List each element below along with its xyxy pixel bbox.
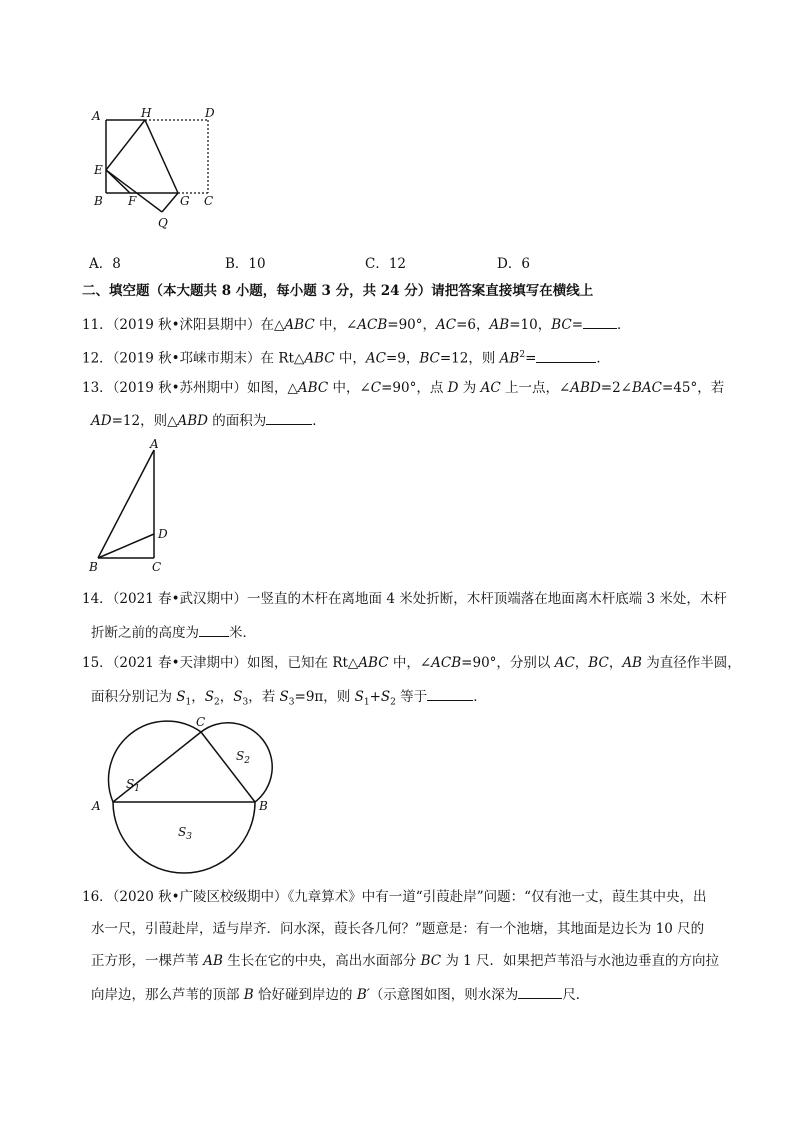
q16-line4d: 尺． bbox=[562, 987, 590, 1003]
q13-m4: 上一点，∠ bbox=[500, 380, 571, 396]
q16-t4: B′ bbox=[356, 987, 370, 1003]
q16-t3: B bbox=[243, 987, 254, 1003]
q15-s2: S bbox=[204, 689, 215, 705]
answer-blank-15[interactable] bbox=[427, 686, 473, 701]
q11-t5: BC bbox=[551, 317, 572, 333]
label-e: E bbox=[94, 163, 103, 177]
q11-t1: ABC bbox=[284, 317, 315, 333]
label-d: D bbox=[158, 527, 168, 541]
q13-t5: ABD bbox=[570, 380, 601, 396]
q15-s3b: S bbox=[279, 689, 289, 705]
q13-line1: 13．（2019 秋•苏州期中）如图，△ bbox=[82, 380, 298, 396]
section-heading: 二、填空题（本大题共 8 小题，每小题 3 分，共 24 分）请把答案直接填写在横线上 bbox=[82, 283, 594, 299]
q13-m1: 中，∠ bbox=[328, 380, 371, 396]
question-14-line1: 14．（2021 春•武汉期中）一竖直的木杆在离地面 4 米处折断，木杆顶端落在地面离木杆底端 3 米处，木杆 bbox=[82, 591, 727, 607]
q15-s3n: 3 bbox=[242, 697, 249, 708]
label-s1-sub: 1 bbox=[134, 784, 140, 794]
figure-right-triangle bbox=[86, 436, 176, 576]
seg-qg bbox=[162, 193, 178, 212]
question-16-line3 bbox=[91, 952, 719, 970]
figure-square-fold bbox=[88, 104, 228, 234]
label-b: B bbox=[94, 194, 103, 208]
q12-t1: ABC bbox=[304, 350, 335, 367]
q15-t5: AB bbox=[622, 655, 642, 671]
q11-end: ． bbox=[617, 317, 631, 333]
q13-t4: AC bbox=[480, 380, 501, 396]
label-c: C bbox=[152, 560, 162, 574]
q11-m3: =6， bbox=[456, 317, 490, 333]
answer-blank-13[interactable] bbox=[266, 410, 312, 425]
q15-s2b: S bbox=[380, 689, 391, 705]
answer-blank-11[interactable] bbox=[583, 314, 617, 329]
q12-m4: = bbox=[525, 350, 537, 367]
q15-line2a: 面积分别记为 bbox=[91, 689, 177, 705]
q15-t3: AC bbox=[554, 655, 575, 671]
q16-line3a: 正方形，一棵芦苇 bbox=[91, 953, 204, 969]
q15-s1bn: 1 bbox=[363, 697, 370, 708]
question-15-line1 bbox=[82, 654, 741, 672]
question-16-line1: 16．（2020 秋•广陵区校级期中）《九章算术》中有一道“引葭赴岸”问题：“仅有池一丈，葭生其中央，出 bbox=[82, 889, 707, 905]
question-14-line2 bbox=[91, 622, 256, 642]
label-d: D bbox=[205, 106, 215, 120]
q15-t1: ABC bbox=[358, 655, 389, 671]
question-11 bbox=[82, 314, 631, 334]
q13-m3: 为 bbox=[458, 380, 481, 396]
q13-t1: ABC bbox=[297, 380, 329, 396]
q11-m2: =90°， bbox=[387, 317, 437, 333]
q11-m4: =10， bbox=[509, 317, 552, 333]
q15-s3bn: 3 bbox=[288, 697, 295, 708]
q13-m7: =12，则△ bbox=[111, 413, 178, 429]
q16-line3c: 为 1 尺．如果把芦苇沿与水池边垂直的方向拉 bbox=[441, 953, 720, 969]
q15-s1n: 1 bbox=[185, 697, 192, 708]
label-h: H bbox=[141, 106, 152, 120]
q15-c2: ， bbox=[608, 655, 623, 671]
label-a: A bbox=[92, 799, 101, 813]
q12-end: ． bbox=[596, 350, 610, 367]
q11-t4: AB bbox=[489, 317, 510, 333]
label-q: Q bbox=[158, 216, 168, 230]
q13-t3: D bbox=[447, 380, 459, 396]
label-b: B bbox=[259, 799, 268, 813]
q13-m5: =2∠ bbox=[600, 380, 632, 396]
q13-m8: 的面积为 bbox=[207, 413, 267, 429]
q11-m5: = bbox=[571, 317, 584, 333]
answer-blank-14[interactable] bbox=[199, 622, 229, 637]
q16-line4a: 向岸边，那么芦苇的顶部 bbox=[91, 987, 244, 1003]
q14-line2b: 米． bbox=[229, 625, 256, 641]
q12-m1: 中， bbox=[334, 350, 366, 367]
q12-m3: =12，则 bbox=[439, 350, 500, 367]
q12-t4: AB bbox=[499, 350, 520, 367]
question-13-line2 bbox=[91, 410, 326, 430]
side-ac bbox=[113, 732, 201, 802]
q13-m6: =45°，若 bbox=[662, 380, 725, 396]
q12-t3: BC bbox=[419, 350, 440, 367]
question-12 bbox=[82, 346, 610, 368]
seg-hg bbox=[145, 120, 178, 193]
label-s3-sub: 3 bbox=[186, 832, 192, 842]
q15-t4: BC bbox=[588, 655, 609, 671]
q13-t2: C bbox=[370, 380, 382, 396]
q15-c1: ， bbox=[574, 655, 589, 671]
q15-c6: =9π，则 bbox=[294, 689, 355, 705]
label-s1 bbox=[126, 777, 140, 794]
semicircle-s1 bbox=[109, 721, 201, 802]
q13-m2: =90°，点 bbox=[381, 380, 448, 396]
q11-m1: 中，∠ bbox=[314, 317, 358, 333]
q16-line3b: 生长在它的中央，高出水面部分 bbox=[222, 953, 421, 969]
figure-semicircles bbox=[86, 706, 286, 896]
q12-t2: AC bbox=[365, 350, 386, 367]
q11-t3: AC bbox=[436, 317, 457, 333]
q15-s1: S bbox=[176, 689, 186, 705]
side-bc bbox=[201, 732, 255, 802]
q15-line1c: 为直径作半圆， bbox=[641, 655, 741, 671]
q15-m1: 中，∠ bbox=[388, 655, 432, 671]
q16-line4b: 恰好碰到岸边的 bbox=[253, 987, 357, 1003]
question-16-line4 bbox=[91, 984, 589, 1004]
question-13-line1 bbox=[82, 379, 724, 397]
label-c: C bbox=[204, 194, 214, 208]
answer-blank-16[interactable] bbox=[518, 984, 562, 999]
q15-line1a: 15．（2021 春•天津期中）如图，已知在 Rt△ bbox=[82, 655, 359, 671]
label-b: B bbox=[89, 560, 98, 574]
label-a: A bbox=[150, 437, 159, 451]
q12-sup: 2 bbox=[519, 350, 526, 360]
q15-s2n: 2 bbox=[214, 697, 220, 708]
q15-s2bn: 2 bbox=[390, 697, 396, 708]
q15-s3: S bbox=[233, 689, 243, 705]
q15-c4: ， bbox=[219, 689, 234, 705]
q15-end: ． bbox=[473, 689, 487, 705]
label-a: A bbox=[92, 109, 101, 123]
label-s3 bbox=[178, 825, 192, 842]
choice-d[interactable]: D．6 bbox=[497, 256, 530, 272]
answer-blank-12[interactable] bbox=[536, 348, 596, 363]
q12-prefix: 12．（2019 秋•邛崃市期末）在 Rt△ bbox=[82, 350, 305, 367]
q15-c7: + bbox=[369, 689, 381, 705]
choice-a[interactable]: A．8 bbox=[89, 256, 121, 272]
q15-line1b: =90°，分别以 bbox=[461, 655, 555, 671]
label-f: F bbox=[128, 194, 137, 208]
label-c: C bbox=[196, 715, 206, 729]
q11-prefix: 11．（2019 秋•沭阳县期中）在△ bbox=[82, 317, 285, 333]
q15-c8: 等于 bbox=[395, 689, 428, 705]
label-s3-letter: S bbox=[178, 825, 187, 839]
q16-t1: AB bbox=[203, 953, 223, 969]
q15-s1b: S bbox=[354, 689, 364, 705]
seg-eh bbox=[106, 120, 145, 170]
q13-end: ． bbox=[312, 413, 326, 429]
q15-c5: ，若 bbox=[248, 689, 280, 705]
seg-bd bbox=[98, 534, 154, 558]
label-g: G bbox=[180, 194, 190, 208]
label-s2 bbox=[236, 749, 250, 766]
q13-t7: AD bbox=[91, 413, 112, 429]
q14-line2a: 折断之前的高度为 bbox=[91, 625, 199, 641]
side-ab bbox=[98, 450, 154, 558]
label-s2-letter: S bbox=[236, 749, 245, 763]
choice-c[interactable]: C．12 bbox=[365, 256, 407, 272]
choice-b[interactable]: B．10 bbox=[225, 256, 266, 272]
q13-t6: BAC bbox=[632, 380, 662, 396]
q16-t2: BC bbox=[420, 953, 442, 969]
q15-t2: ACB bbox=[431, 655, 462, 671]
q15-c3: ， bbox=[191, 689, 205, 705]
question-16-line2: 水一尺，引葭赴岸，适与岸齐．问水深，葭长各几何？”题意是：有一个池塘，其地面是边长为 10 尺的 bbox=[91, 921, 705, 937]
q12-m2: =9， bbox=[385, 350, 420, 367]
q13-t8: ABD bbox=[177, 413, 208, 429]
label-s2-sub: 2 bbox=[244, 756, 250, 766]
q11-t2: ACB bbox=[357, 317, 388, 333]
q16-line4c: （示意图如图，则水深为 bbox=[369, 987, 519, 1003]
label-s1-letter: S bbox=[126, 777, 135, 791]
